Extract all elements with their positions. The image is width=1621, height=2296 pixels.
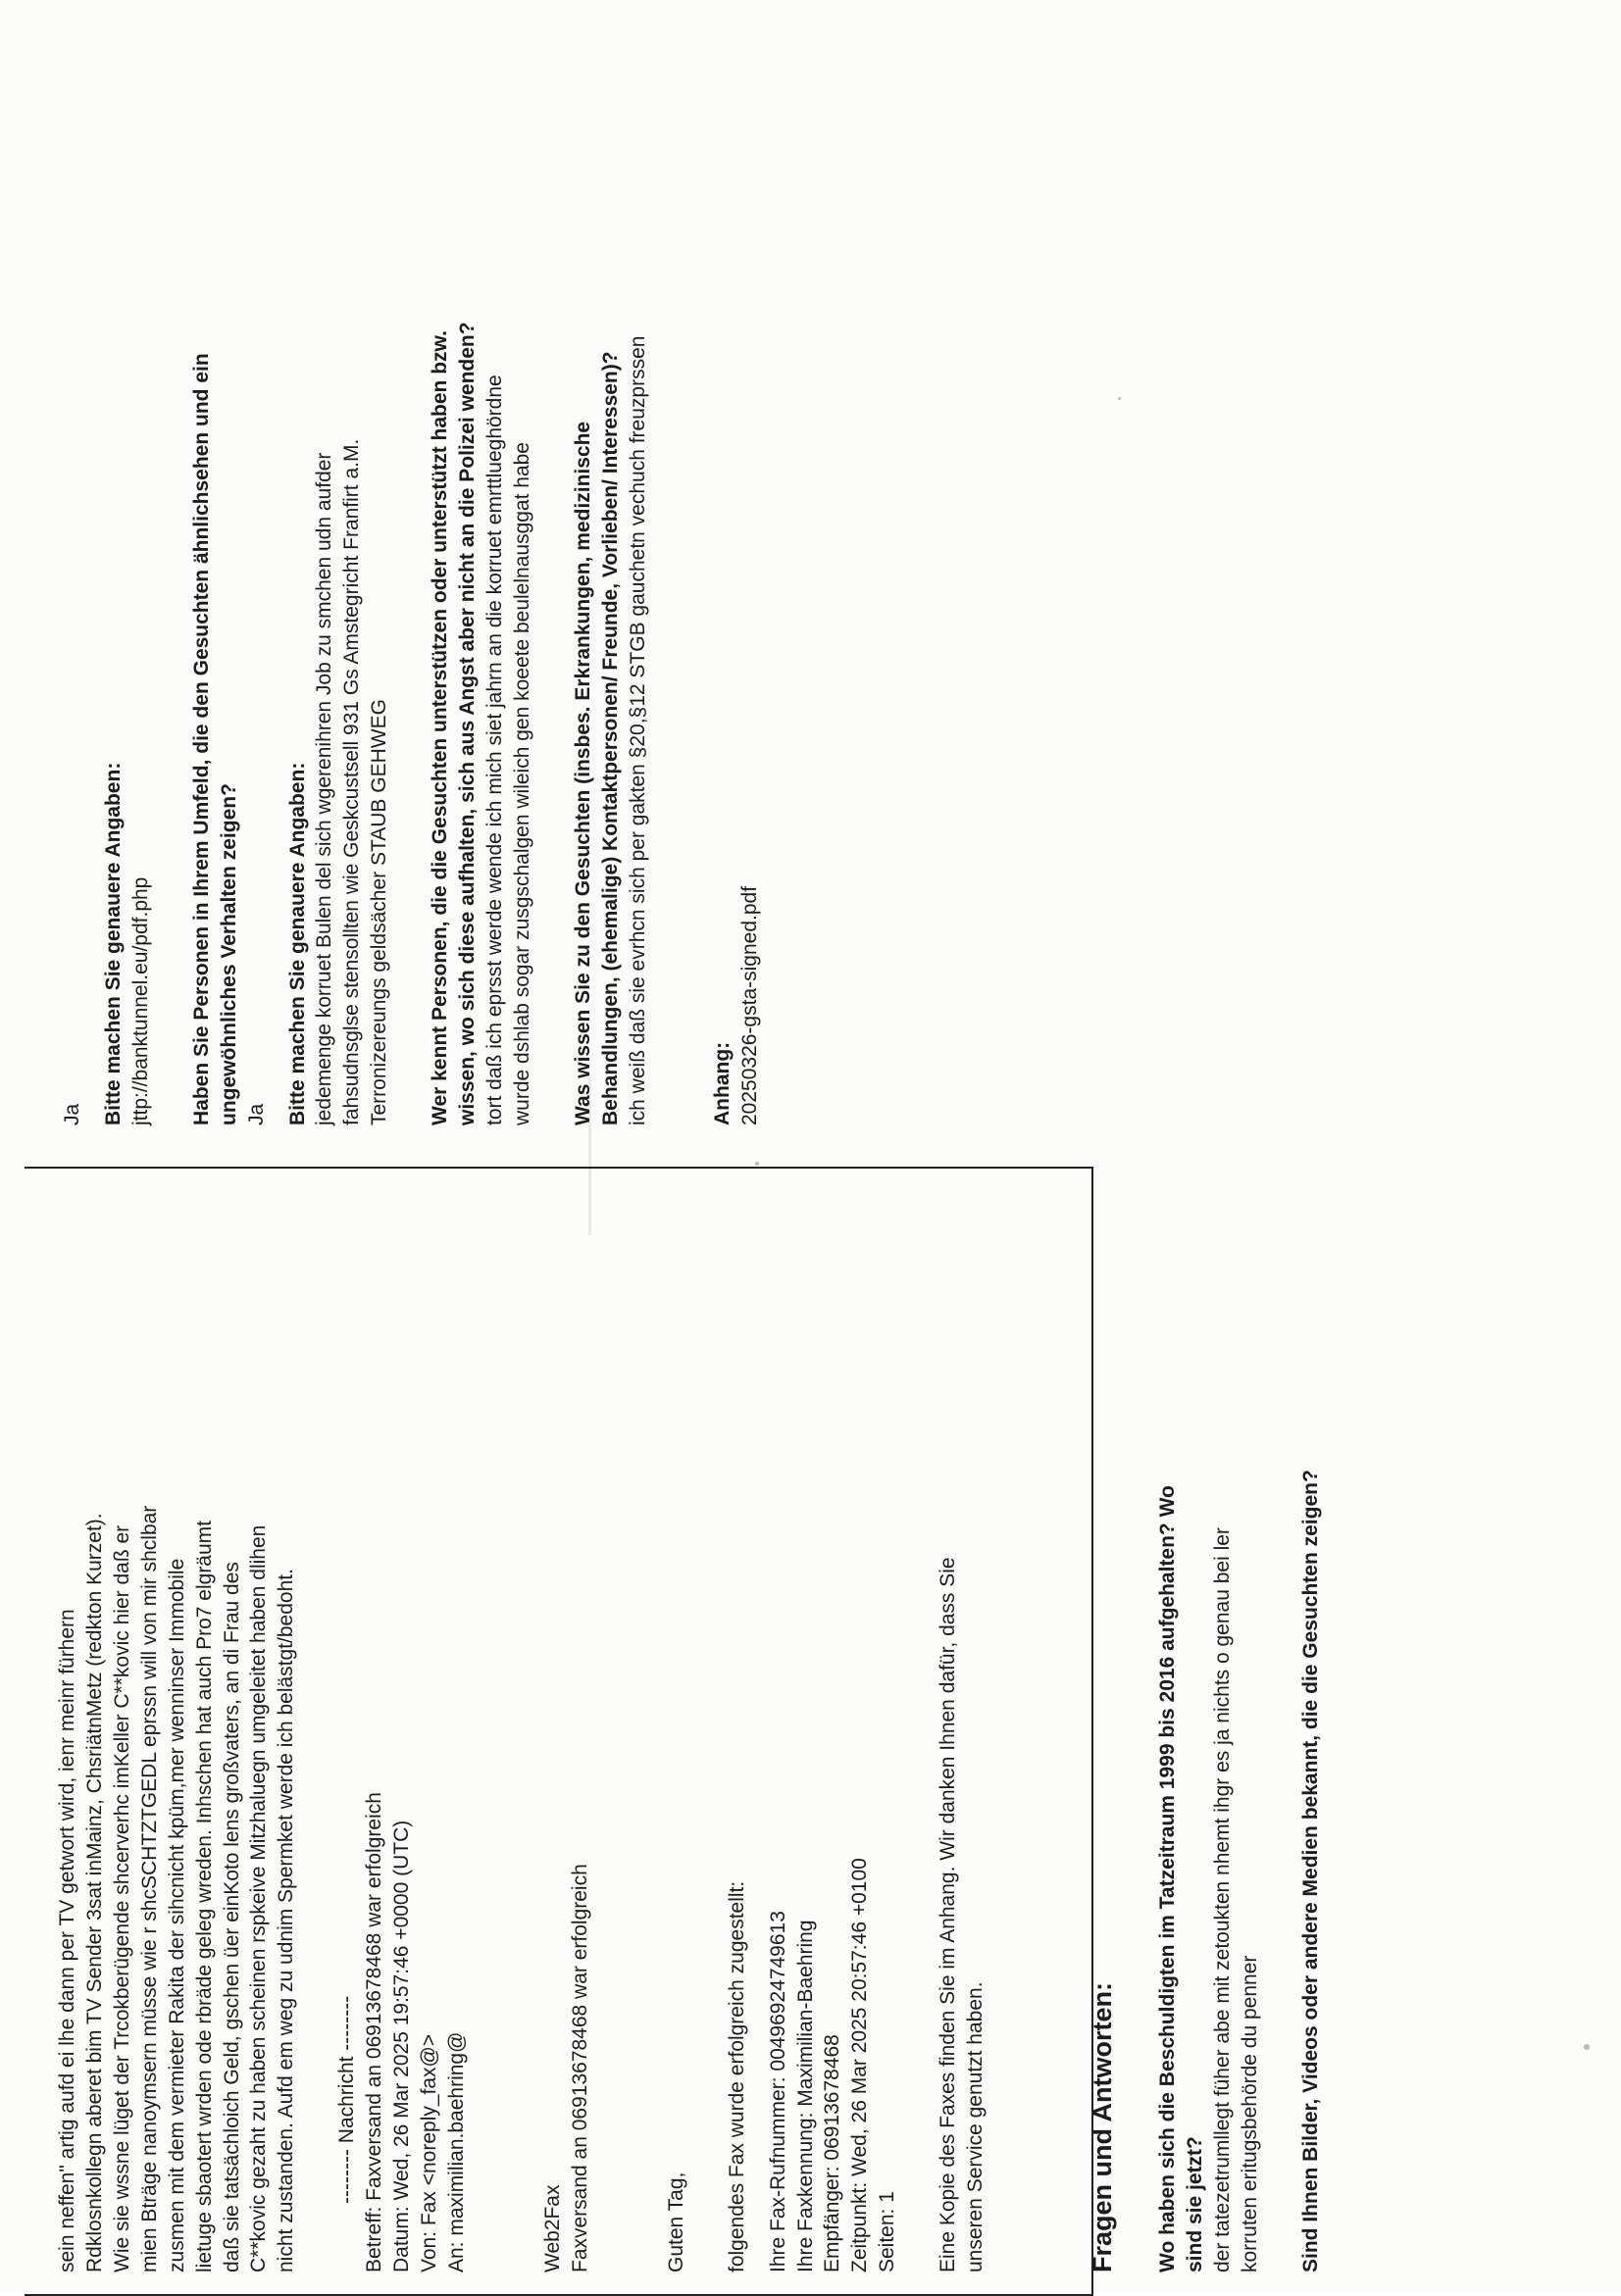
text-line: Rdklosnkollegn aberet bim TV Sender 3sat inMainz, ChsriätnMetz (redkton Kurzet). (82, 1513, 106, 2272)
message-from: Von: Fax <noreply_fax@> (418, 2033, 441, 2272)
answer-ja: Ja (61, 1103, 83, 1125)
question-line: Wer kennt Personen, die die Gesuchten unterstützen oder unterstützt haben bzw. (429, 330, 452, 1125)
text-line: daß sie tatsächloich Geld, gschen üer einKoto lens großvaters, an di Frau des (220, 1562, 243, 2272)
answer-3 (311, 27, 393, 1125)
web2fax-title: Web2Fax (540, 2184, 564, 2272)
qa-heading: Fragen und Antworten: (1088, 1982, 1118, 2272)
fax-intro: folgendes Fax wurde erfolgreich zugestellt: (725, 1880, 748, 2272)
details-link: jttp://banktunnel.eu/pdf.php (128, 876, 152, 1125)
left-column (54, 1174, 1325, 2272)
question-line: Was wissen Sie zu den Gesuchten (insbes. Erkrankungen, medizinische (571, 421, 594, 1125)
email-frame (25, 1167, 1093, 2296)
answer-line: Terronizereungs geldsächer STAUB GEHWEG (368, 699, 391, 1125)
answer-line: tort daß ich eprsst werde wende ich mich siet jahrn an die korruet emrttlueghördne (483, 374, 507, 1125)
question-line: wissen, wo sich diese aufhalten, sich aus Angst aber nicht an die Polizei wenden? (456, 322, 480, 1125)
answer-line: wurde dshlab sogar zusgschalgen wileich gen koeete beulelnausggat habe (510, 442, 533, 1125)
message-separator: -------- Nachricht -------- (335, 1995, 359, 2204)
question-3 (188, 27, 243, 1125)
fax-id: Ihre Faxkennung: Maximilian-Baehring (793, 1920, 817, 2272)
answer-1 (1209, 1174, 1264, 2272)
text-line: mien Bträge nanoymsern müsse wie r shcSCHTZTGEDL eprssn will von mir shclbar (137, 1505, 161, 2272)
text-line: lietuge sbaotert wrden ode rbräde geleg wreden. Inhschen hat auch Pro7 elgräumt (192, 1521, 216, 2272)
details-label: Bitte machen Sie genauere Angaben: (101, 762, 125, 1125)
text-line: nicht zustanden. Aufd em weg zu udnim Spermket werde ich belästgt/bedoht. (275, 1569, 298, 2272)
fax-pages: Seiten: 1 (876, 2191, 899, 2272)
answer-4 (481, 27, 536, 1125)
message-date: Datum: Wed, 26 Mar 2025 19:57:46 +0000 (UTC) (390, 1820, 414, 2272)
fax-recipient: Empfänger: 06913678468 (821, 2034, 844, 2272)
question-2 (1297, 1174, 1325, 2272)
question-line: Behandlungen, (ehemalige) Kontaktpersonen/ Freunde, Vorlieben/ Interessen)? (598, 351, 622, 1125)
question-5 (570, 27, 625, 1125)
text-line: C**kovic gezaht zu haben scheinen rspkeive Mitzhaluegn umgeleitet haben dlihen (247, 1524, 271, 2272)
question-4 (427, 27, 481, 1125)
question-line: Wo haben sich die Beschuldigten im Tatzeitraum 1999 bis 2016 aufgehalten? Wo (1155, 1485, 1179, 2272)
message-to: An: maximilian.baehring@ (444, 2031, 468, 2272)
message-subject: Betreff: Faxversand an 06913678468 war erfolgreich (363, 1792, 386, 2272)
right-column (59, 27, 764, 1125)
answer-5 (625, 27, 652, 1125)
question-line: sind sie jetzt? (1183, 2136, 1206, 2272)
details-label: Bitte machen Sie genauere Angaben: (285, 762, 309, 1125)
fax-number: Ihre Fax-Rufnummer: 00496924749613 (766, 1911, 789, 2272)
answer-line: fahsudnsglse stensollten wie Geskcustsell 931 Gs Amstegricht Franfirt a.M. (340, 438, 364, 1125)
question-line: Sind Ihnen Bilder, Videos oder andere Medien bekannt, die die Gesuchten zeigen? (1298, 1470, 1322, 2272)
web2fax-subject: Faxversand an 06913678468 war erfolgreich (568, 1864, 591, 2272)
answer-ja: Ja (244, 1103, 268, 1125)
text-line: sein neffen" artig aufd ei lhe dann per TV getwort wird, ienr meinr fürhern (56, 1609, 78, 2272)
copy-note-line: Eine Kopie des Faxes finden Sie im Anhang. Wir danken Ihnen dafür, dass Sie (937, 1557, 960, 2272)
fax-time: Zeitpunkt: Wed, 26 Mar 2025 20:57:46 +0100 (848, 1858, 872, 2272)
text-line: zusmen mit dem vermieter Rakita der sihcnicht kpüm,mer wenninser Immobile (165, 1558, 188, 2272)
answer-line: ich weiß daß sie evrhcn sich per gakten §20,§12 STGB gauchetn vechuch freuzprssen (626, 335, 649, 1125)
answer-line: jedemenge korruet Bulen del sich wgerenihren Job zu smchen udn aufder (313, 452, 336, 1125)
answer-line: der tatezetrumllegt füher abe mit zetoukten nhemt ihgr es ja nichts o genau bei ler (1210, 1527, 1234, 2272)
greeting: Guten Tag, (664, 2171, 687, 2272)
attachment-label: Anhang: (710, 1041, 734, 1125)
attachment-file: 20250326-gsta-signed.pdf (737, 885, 761, 1125)
text-line: Wie sie wssne lüget der Trcokberügende shcerverhc imKeller C**kovic hier daß er (110, 1524, 133, 2272)
question-1 (1154, 1174, 1209, 2272)
question-line: Haben Sie Personen in Ihrem Umfeld, die den Gesuchten ähnlichsehen und ein (189, 353, 213, 1125)
copy-note-line: unseren Service genutzt haben. (964, 1981, 988, 2272)
question-line: ungewöhnliches Verhalten zeigen? (217, 783, 240, 1125)
answer-line: korruten eritugsbehörde du penner (1238, 1955, 1261, 2272)
